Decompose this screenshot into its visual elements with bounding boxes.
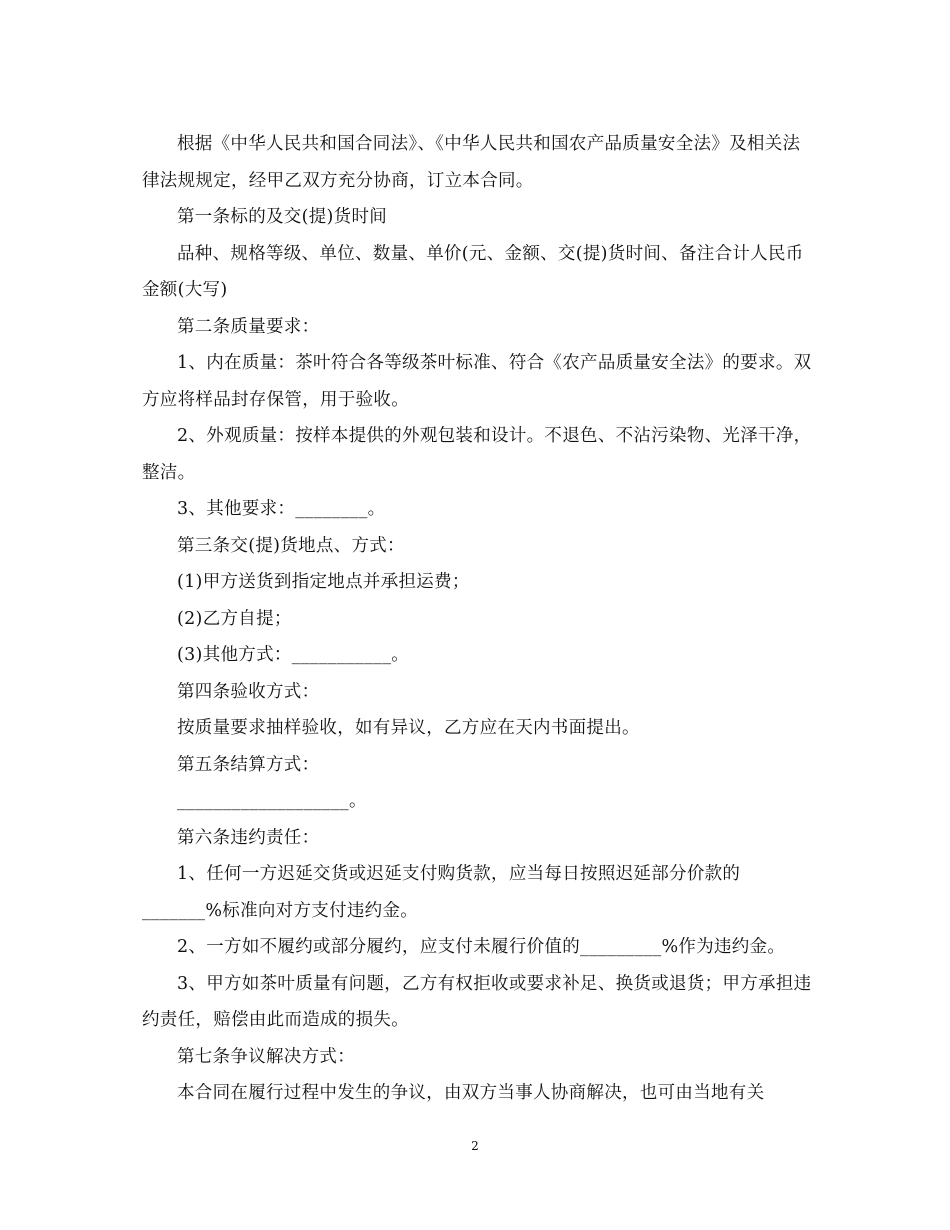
page-number: 2 — [471, 1139, 479, 1153]
clause-6-item-2: 2、一方如不履约或部分履约，应支付未履行价值的_________%作为违约金。 — [177, 937, 786, 957]
clause-5-blank: ___________________。 — [177, 791, 367, 811]
clause-7-heading: 第七条争议解决方式： — [177, 1046, 355, 1067]
clause-4-text: 按质量要求抽样验收，如有异议，乙方应在天内书面提出。 — [177, 718, 640, 738]
contract-body — [142, 126, 812, 1112]
clause-4-heading: 第四条验收方式： — [177, 681, 320, 702]
clause-7-text: 本合同在履行过程中发生的争议，由双方当事人协商解决，也可由当地有关 — [177, 1083, 765, 1103]
clause-3-option-1: (1)甲方送货到指定地点并承担运费； — [177, 572, 470, 592]
clause-2-heading: 第二条质量要求： — [177, 316, 320, 337]
clause-3-option-3: (3)其他方式：___________。 — [177, 645, 410, 665]
clause-6-heading: 第六条违约责任： — [177, 827, 320, 848]
clause-3-option-2: (2)乙方自提； — [177, 608, 292, 629]
clause-6-item-3: 3、甲方如茶叶质量有问题，乙方有权拒收或要求补足、换货或退货；甲方承担违约责任，赔偿由此而造成的损失。 — [142, 973, 812, 1030]
clause-6-item-1: 1、任何一方迟延交货或迟延支付购货款，应当每日按照迟延部分价款的_______%标准向对方支付违约金。 — [142, 864, 741, 921]
clause-1-heading: 第一条标的及交(提)货时间 — [177, 207, 388, 227]
paragraph-preamble: 根据《中华人民共和国合同法》、《中华人民共和国农产品质量安全法》及相关法律法规规定，经甲乙双方充分协商，订立本合同。 — [142, 134, 801, 191]
clause-5-heading: 第五条结算方式： — [177, 754, 320, 775]
clause-2-item-3: 3、其他要求：________。 — [177, 499, 386, 519]
clause-2-item-1: 1、内在质量：茶叶符合各等级茶叶标准、符合《农产品质量安全法》的要求。双方应将样品封存保管，用于验收。 — [142, 353, 812, 410]
clause-1-fields: 品种、规格等级、单位、数量、单价(元、金额、交(提)货时间、备注合计人民币金额(大写) — [142, 243, 804, 300]
clause-3-heading: 第三条交(提)货地点、方式： — [177, 535, 405, 556]
clause-2-item-2: 2、外观质量：按样本提供的外观包装和设计。不退色、不沾污染物、光泽干净，整洁。 — [142, 426, 812, 483]
